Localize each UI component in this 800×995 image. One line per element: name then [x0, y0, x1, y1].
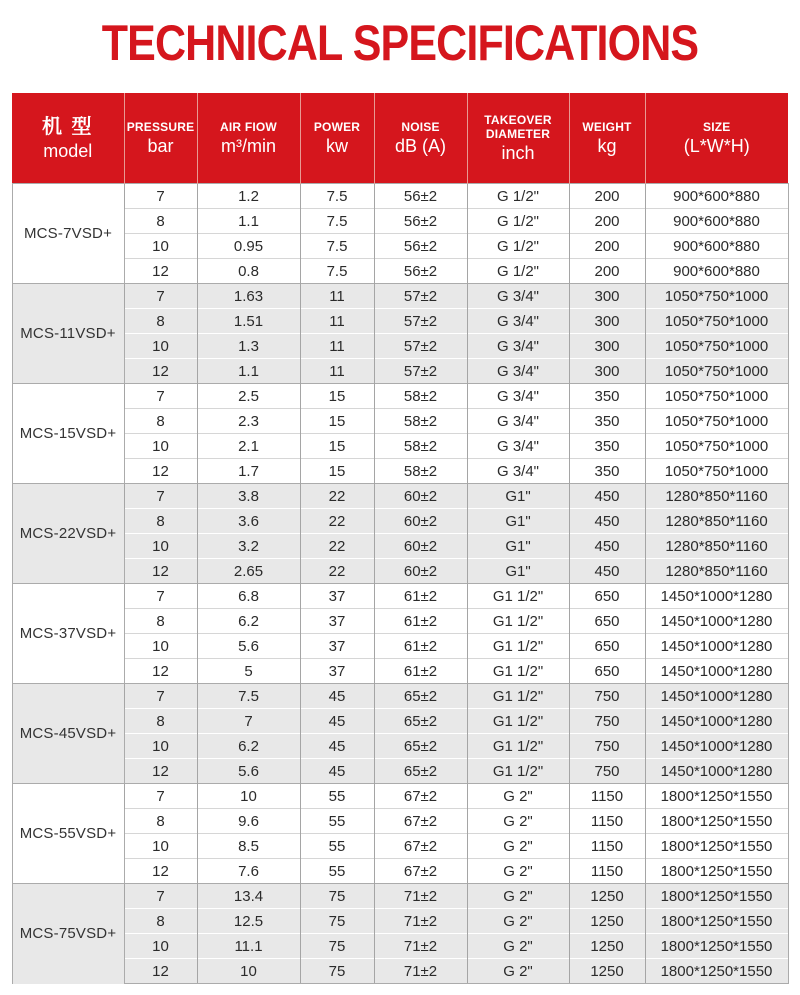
spec-cell: 3.6 [197, 509, 300, 534]
spec-cell: G 2" [467, 809, 569, 834]
spec-cell: 58±2 [374, 459, 467, 484]
spec-row [12, 959, 788, 984]
spec-cell: 7 [124, 884, 197, 909]
spec-row [12, 359, 788, 384]
model-name: MCS-15VSD+ [12, 384, 124, 484]
spec-cell: G 2" [467, 834, 569, 859]
spec-cell: 1050*750*1000 [645, 409, 788, 434]
spec-cell: 1800*1250*1550 [645, 834, 788, 859]
spec-row [12, 184, 788, 209]
spec-cell: 61±2 [374, 659, 467, 684]
spec-cell: 1800*1250*1550 [645, 784, 788, 809]
spec-cell: 57±2 [374, 334, 467, 359]
spec-cell: G 3/4" [467, 409, 569, 434]
spec-row [12, 334, 788, 359]
spec-cell: G1" [467, 534, 569, 559]
spec-cell: 67±2 [374, 809, 467, 834]
spec-cell: 1250 [569, 959, 645, 984]
spec-cell: 10 [124, 634, 197, 659]
spec-row [12, 434, 788, 459]
spec-cell: 13.4 [197, 884, 300, 909]
spec-cell: G1 1/2" [467, 634, 569, 659]
spec-cell: 10 [124, 834, 197, 859]
spec-cell: 1280*850*1160 [645, 559, 788, 584]
spec-cell: G 1/2" [467, 259, 569, 284]
spec-cell: 61±2 [374, 584, 467, 609]
spec-cell: 37 [300, 609, 374, 634]
spec-cell: 65±2 [374, 734, 467, 759]
spec-row [12, 784, 788, 809]
spec-cell: 900*600*880 [645, 259, 788, 284]
spec-cell: 1150 [569, 834, 645, 859]
column-header-noise-unit: dB (A) [394, 135, 446, 156]
spec-cell: 55 [300, 809, 374, 834]
spec-cell: 7.5 [300, 234, 374, 259]
spec-cell: 60±2 [374, 534, 467, 559]
spec-cell: 71±2 [374, 934, 467, 959]
spec-cell: G 2" [467, 959, 569, 984]
spec-cell: 1800*1250*1550 [645, 934, 788, 959]
spec-cell: 450 [569, 509, 645, 534]
column-header-model-unit: model [43, 140, 93, 161]
column-header-takeover-unit: inch [501, 142, 535, 163]
model-name: MCS-7VSD+ [12, 184, 124, 284]
spec-row [12, 259, 788, 284]
spec-cell: 200 [569, 234, 645, 259]
spec-cell: 1280*850*1160 [645, 484, 788, 509]
spec-cell: G 2" [467, 884, 569, 909]
header-row [12, 93, 788, 184]
spec-cell: 1450*1000*1280 [645, 584, 788, 609]
spec-cell: 750 [569, 734, 645, 759]
spec-cell: 55 [300, 859, 374, 884]
spec-cell: G1 1/2" [467, 609, 569, 634]
spec-cell: 350 [569, 409, 645, 434]
spec-cell: G1 1/2" [467, 584, 569, 609]
column-header-model-cn: 机 型 [41, 115, 94, 138]
spec-cell: 10 [124, 234, 197, 259]
spec-cell: G 1/2" [467, 184, 569, 209]
spec-cell: 300 [569, 334, 645, 359]
model-name: MCS-75VSD+ [12, 884, 124, 984]
spec-cell: 55 [300, 784, 374, 809]
spec-cell: 12 [124, 359, 197, 384]
spec-cell: 60±2 [374, 559, 467, 584]
spec-cell: 11 [300, 359, 374, 384]
spec-cell: G1" [467, 559, 569, 584]
spec-cell: 15 [300, 459, 374, 484]
spec-row [12, 659, 788, 684]
spec-cell: 2.1 [197, 434, 300, 459]
spec-cell: 12 [124, 659, 197, 684]
spec-cell: 1250 [569, 909, 645, 934]
spec-row [12, 484, 788, 509]
spec-cell: 37 [300, 659, 374, 684]
model-name: MCS-37VSD+ [12, 584, 124, 684]
spec-cell: 5.6 [197, 634, 300, 659]
spec-cell: 1.2 [197, 184, 300, 209]
spec-cell: 10 [197, 784, 300, 809]
column-header-size-label: SIZE [703, 119, 731, 134]
spec-cell: G 3/4" [467, 334, 569, 359]
spec-cell: 10 [124, 534, 197, 559]
spec-cell: 450 [569, 534, 645, 559]
spec-cell: 1800*1250*1550 [645, 809, 788, 834]
spec-cell: 7 [124, 384, 197, 409]
spec-cell: 6.8 [197, 584, 300, 609]
spec-cell: G 3/4" [467, 309, 569, 334]
spec-cell: 8 [124, 209, 197, 234]
spec-cell: 15 [300, 409, 374, 434]
column-header-weight-unit: kg [597, 135, 617, 156]
spec-cell: 75 [300, 959, 374, 984]
spec-cell: 1050*750*1000 [645, 284, 788, 309]
spec-cell: 1.51 [197, 309, 300, 334]
spec-row [12, 934, 788, 959]
spec-cell: 1150 [569, 859, 645, 884]
model-name: MCS-22VSD+ [12, 484, 124, 584]
spec-cell: G 2" [467, 859, 569, 884]
model-name: MCS-55VSD+ [12, 784, 124, 884]
spec-cell: 11 [300, 334, 374, 359]
spec-cell: 7 [124, 584, 197, 609]
spec-cell: 1450*1000*1280 [645, 759, 788, 784]
spec-cell: 8 [124, 709, 197, 734]
spec-cell: 1150 [569, 809, 645, 834]
spec-cell: 22 [300, 559, 374, 584]
spec-cell: 0.95 [197, 234, 300, 259]
spec-cell: 12 [124, 759, 197, 784]
spec-cell: G 3/4" [467, 434, 569, 459]
column-header-power [300, 93, 374, 184]
spec-row [12, 459, 788, 484]
spec-cell: 61±2 [374, 609, 467, 634]
spec-cell: 1280*850*1160 [645, 534, 788, 559]
spec-cell: 350 [569, 434, 645, 459]
spec-cell: 750 [569, 709, 645, 734]
spec-cell: 7 [124, 784, 197, 809]
spec-cell: 57±2 [374, 309, 467, 334]
spec-cell: 750 [569, 759, 645, 784]
spec-cell: 12 [124, 259, 197, 284]
column-header-weight-label: WEIGHT [582, 119, 632, 134]
column-header-airflow [197, 93, 300, 184]
spec-cell: 1050*750*1000 [645, 334, 788, 359]
spec-cell: 67±2 [374, 834, 467, 859]
spec-row [12, 809, 788, 834]
spec-cell: 8 [124, 609, 197, 634]
spec-cell: 900*600*880 [645, 184, 788, 209]
spec-cell: 12.5 [197, 909, 300, 934]
spec-cell: 1.1 [197, 209, 300, 234]
spec-cell: 37 [300, 634, 374, 659]
spec-cell: 1050*750*1000 [645, 384, 788, 409]
spec-cell: 7 [124, 684, 197, 709]
spec-cell: 300 [569, 359, 645, 384]
spec-cell: 8 [124, 309, 197, 334]
column-header-size [645, 93, 788, 184]
spec-cell: 8 [124, 509, 197, 534]
spec-row [12, 384, 788, 409]
spec-cell: 56±2 [374, 184, 467, 209]
spec-cell: 37 [300, 584, 374, 609]
column-header-power-label: POWER [313, 119, 361, 134]
spec-row [12, 509, 788, 534]
spec-cell: 22 [300, 534, 374, 559]
spec-cell: 22 [300, 484, 374, 509]
spec-cell: G1 1/2" [467, 759, 569, 784]
column-header-airflow-label: AIR FIOW [220, 119, 277, 134]
spec-row [12, 559, 788, 584]
spec-cell: 11 [300, 309, 374, 334]
spec-row [12, 884, 788, 909]
spec-table-header [12, 93, 788, 184]
spec-cell: 3.8 [197, 484, 300, 509]
spec-cell: 45 [300, 709, 374, 734]
spec-cell: 12 [124, 959, 197, 984]
spec-cell: 650 [569, 659, 645, 684]
spec-row [12, 634, 788, 659]
spec-cell: 45 [300, 734, 374, 759]
spec-row [12, 834, 788, 859]
spec-cell: 75 [300, 934, 374, 959]
spec-cell: 65±2 [374, 759, 467, 784]
spec-row [12, 284, 788, 309]
spec-cell: 300 [569, 284, 645, 309]
spec-cell: 1.3 [197, 334, 300, 359]
spec-cell: G1 1/2" [467, 684, 569, 709]
spec-cell: 8.5 [197, 834, 300, 859]
spec-cell: 9.6 [197, 809, 300, 834]
spec-cell: 57±2 [374, 359, 467, 384]
spec-cell: 12 [124, 859, 197, 884]
spec-cell: 450 [569, 484, 645, 509]
spec-cell: 10 [124, 734, 197, 759]
column-header-model [12, 93, 124, 184]
spec-cell: G 3/4" [467, 359, 569, 384]
spec-cell: 2.65 [197, 559, 300, 584]
spec-row [12, 609, 788, 634]
spec-cell: 750 [569, 684, 645, 709]
spec-cell: 1.1 [197, 359, 300, 384]
spec-cell: 8 [124, 409, 197, 434]
spec-cell: 45 [300, 759, 374, 784]
column-header-noise-label: NOISE [401, 119, 440, 134]
spec-cell: 45 [300, 684, 374, 709]
column-header-takeover-label-1: TAKEOVER [484, 112, 552, 127]
column-header-airflow-unit: m³/min [221, 135, 276, 156]
page-title: TECHNICAL SPECIFICATIONS [101, 15, 699, 71]
spec-cell: 650 [569, 609, 645, 634]
column-header-pressure [124, 93, 197, 184]
spec-table [12, 93, 789, 984]
column-header-size-unit: (L*W*H) [683, 135, 750, 156]
spec-cell: G1" [467, 509, 569, 534]
spec-cell: 8 [124, 809, 197, 834]
spec-cell: 7.5 [300, 209, 374, 234]
spec-row [12, 734, 788, 759]
spec-cell: 7.5 [197, 684, 300, 709]
spec-cell: 450 [569, 559, 645, 584]
spec-cell: 7 [124, 184, 197, 209]
spec-cell: G 2" [467, 934, 569, 959]
spec-cell: 7.5 [300, 259, 374, 284]
spec-cell: 5.6 [197, 759, 300, 784]
spec-cell: 650 [569, 584, 645, 609]
spec-cell: 1800*1250*1550 [645, 884, 788, 909]
spec-cell: 7 [124, 484, 197, 509]
spec-cell: 0.8 [197, 259, 300, 284]
column-header-noise [374, 93, 467, 184]
spec-cell: 71±2 [374, 884, 467, 909]
spec-cell: 58±2 [374, 434, 467, 459]
spec-cell: 71±2 [374, 959, 467, 984]
spec-cell: 12 [124, 559, 197, 584]
spec-cell: 1280*850*1160 [645, 509, 788, 534]
spec-cell: 10 [124, 434, 197, 459]
spec-row [12, 909, 788, 934]
spec-cell: 1050*750*1000 [645, 309, 788, 334]
spec-cell: 1450*1000*1280 [645, 659, 788, 684]
spec-row [12, 859, 788, 884]
spec-cell: 900*600*880 [645, 234, 788, 259]
spec-row [12, 534, 788, 559]
spec-cell: 56±2 [374, 209, 467, 234]
spec-cell: 3.2 [197, 534, 300, 559]
column-header-pressure-unit: bar [147, 135, 174, 156]
spec-cell: 200 [569, 259, 645, 284]
spec-cell: 22 [300, 509, 374, 534]
spec-row [12, 209, 788, 234]
spec-row [12, 234, 788, 259]
spec-cell: 1250 [569, 934, 645, 959]
spec-cell: G 1/2" [467, 234, 569, 259]
spec-cell: 900*600*880 [645, 209, 788, 234]
model-name: MCS-11VSD+ [12, 284, 124, 384]
spec-cell: 2.5 [197, 384, 300, 409]
spec-cell: 15 [300, 384, 374, 409]
spec-cell: 300 [569, 309, 645, 334]
spec-cell: 1450*1000*1280 [645, 609, 788, 634]
spec-cell: 10 [124, 334, 197, 359]
spec-cell: G1 1/2" [467, 734, 569, 759]
spec-cell: 5 [197, 659, 300, 684]
spec-cell: 350 [569, 384, 645, 409]
spec-cell: 1.7 [197, 459, 300, 484]
spec-cell: 10 [124, 934, 197, 959]
spec-cell: G1 1/2" [467, 659, 569, 684]
model-name: MCS-45VSD+ [12, 684, 124, 784]
spec-cell: 1800*1250*1550 [645, 859, 788, 884]
column-header-pressure-label: PRESSURE [126, 119, 195, 134]
spec-cell: G 3/4" [467, 384, 569, 409]
spec-cell: 60±2 [374, 509, 467, 534]
column-header-weight [569, 93, 645, 184]
column-header-takeover-diameter [467, 93, 569, 184]
spec-cell: 2.3 [197, 409, 300, 434]
spec-cell: 65±2 [374, 709, 467, 734]
spec-cell: 15 [300, 434, 374, 459]
spec-cell: 67±2 [374, 784, 467, 809]
spec-cell: 58±2 [374, 384, 467, 409]
spec-cell: 650 [569, 634, 645, 659]
spec-cell: 55 [300, 834, 374, 859]
spec-cell: 1800*1250*1550 [645, 909, 788, 934]
spec-cell: 1050*750*1000 [645, 434, 788, 459]
spec-cell: G 1/2" [467, 209, 569, 234]
spec-cell: 1450*1000*1280 [645, 634, 788, 659]
spec-cell: 60±2 [374, 484, 467, 509]
spec-cell: 56±2 [374, 259, 467, 284]
spec-row [12, 684, 788, 709]
spec-cell: G 2" [467, 784, 569, 809]
spec-cell: 1050*750*1000 [645, 459, 788, 484]
spec-cell: 1450*1000*1280 [645, 709, 788, 734]
column-header-power-unit: kw [326, 135, 348, 156]
spec-cell: 200 [569, 209, 645, 234]
spec-cell: G 2" [467, 909, 569, 934]
spec-cell: 75 [300, 909, 374, 934]
spec-cell: 67±2 [374, 859, 467, 884]
spec-cell: 58±2 [374, 409, 467, 434]
spec-cell: 350 [569, 459, 645, 484]
spec-cell: 1150 [569, 784, 645, 809]
spec-cell: 11 [300, 284, 374, 309]
spec-cell: 1800*1250*1550 [645, 959, 788, 984]
spec-cell: 8 [124, 909, 197, 934]
spec-cell: 11.1 [197, 934, 300, 959]
spec-cell: 1250 [569, 884, 645, 909]
spec-cell: 7.5 [300, 184, 374, 209]
spec-cell: 10 [197, 959, 300, 984]
spec-cell: 1450*1000*1280 [645, 684, 788, 709]
spec-table-body [12, 184, 788, 984]
spec-row [12, 309, 788, 334]
spec-row [12, 709, 788, 734]
spec-cell: 7 [124, 284, 197, 309]
spec-cell: 1.63 [197, 284, 300, 309]
spec-cell: 6.2 [197, 609, 300, 634]
spec-cell: 65±2 [374, 684, 467, 709]
spec-cell: G1 1/2" [467, 709, 569, 734]
spec-cell: G 3/4" [467, 459, 569, 484]
spec-cell: 12 [124, 459, 197, 484]
spec-cell: 61±2 [374, 634, 467, 659]
spec-row [12, 584, 788, 609]
spec-cell: 200 [569, 184, 645, 209]
spec-cell: 1050*750*1000 [645, 359, 788, 384]
spec-cell: G1" [467, 484, 569, 509]
spec-cell: G 3/4" [467, 284, 569, 309]
spec-cell: 7 [197, 709, 300, 734]
spec-cell: 7.6 [197, 859, 300, 884]
spec-row [12, 759, 788, 784]
spec-cell: 56±2 [374, 234, 467, 259]
spec-cell: 57±2 [374, 284, 467, 309]
spec-row [12, 409, 788, 434]
spec-cell: 75 [300, 884, 374, 909]
spec-cell: 6.2 [197, 734, 300, 759]
spec-cell: 1450*1000*1280 [645, 734, 788, 759]
column-header-takeover-label-2: DIAMETER [485, 126, 551, 141]
spec-cell: 71±2 [374, 909, 467, 934]
